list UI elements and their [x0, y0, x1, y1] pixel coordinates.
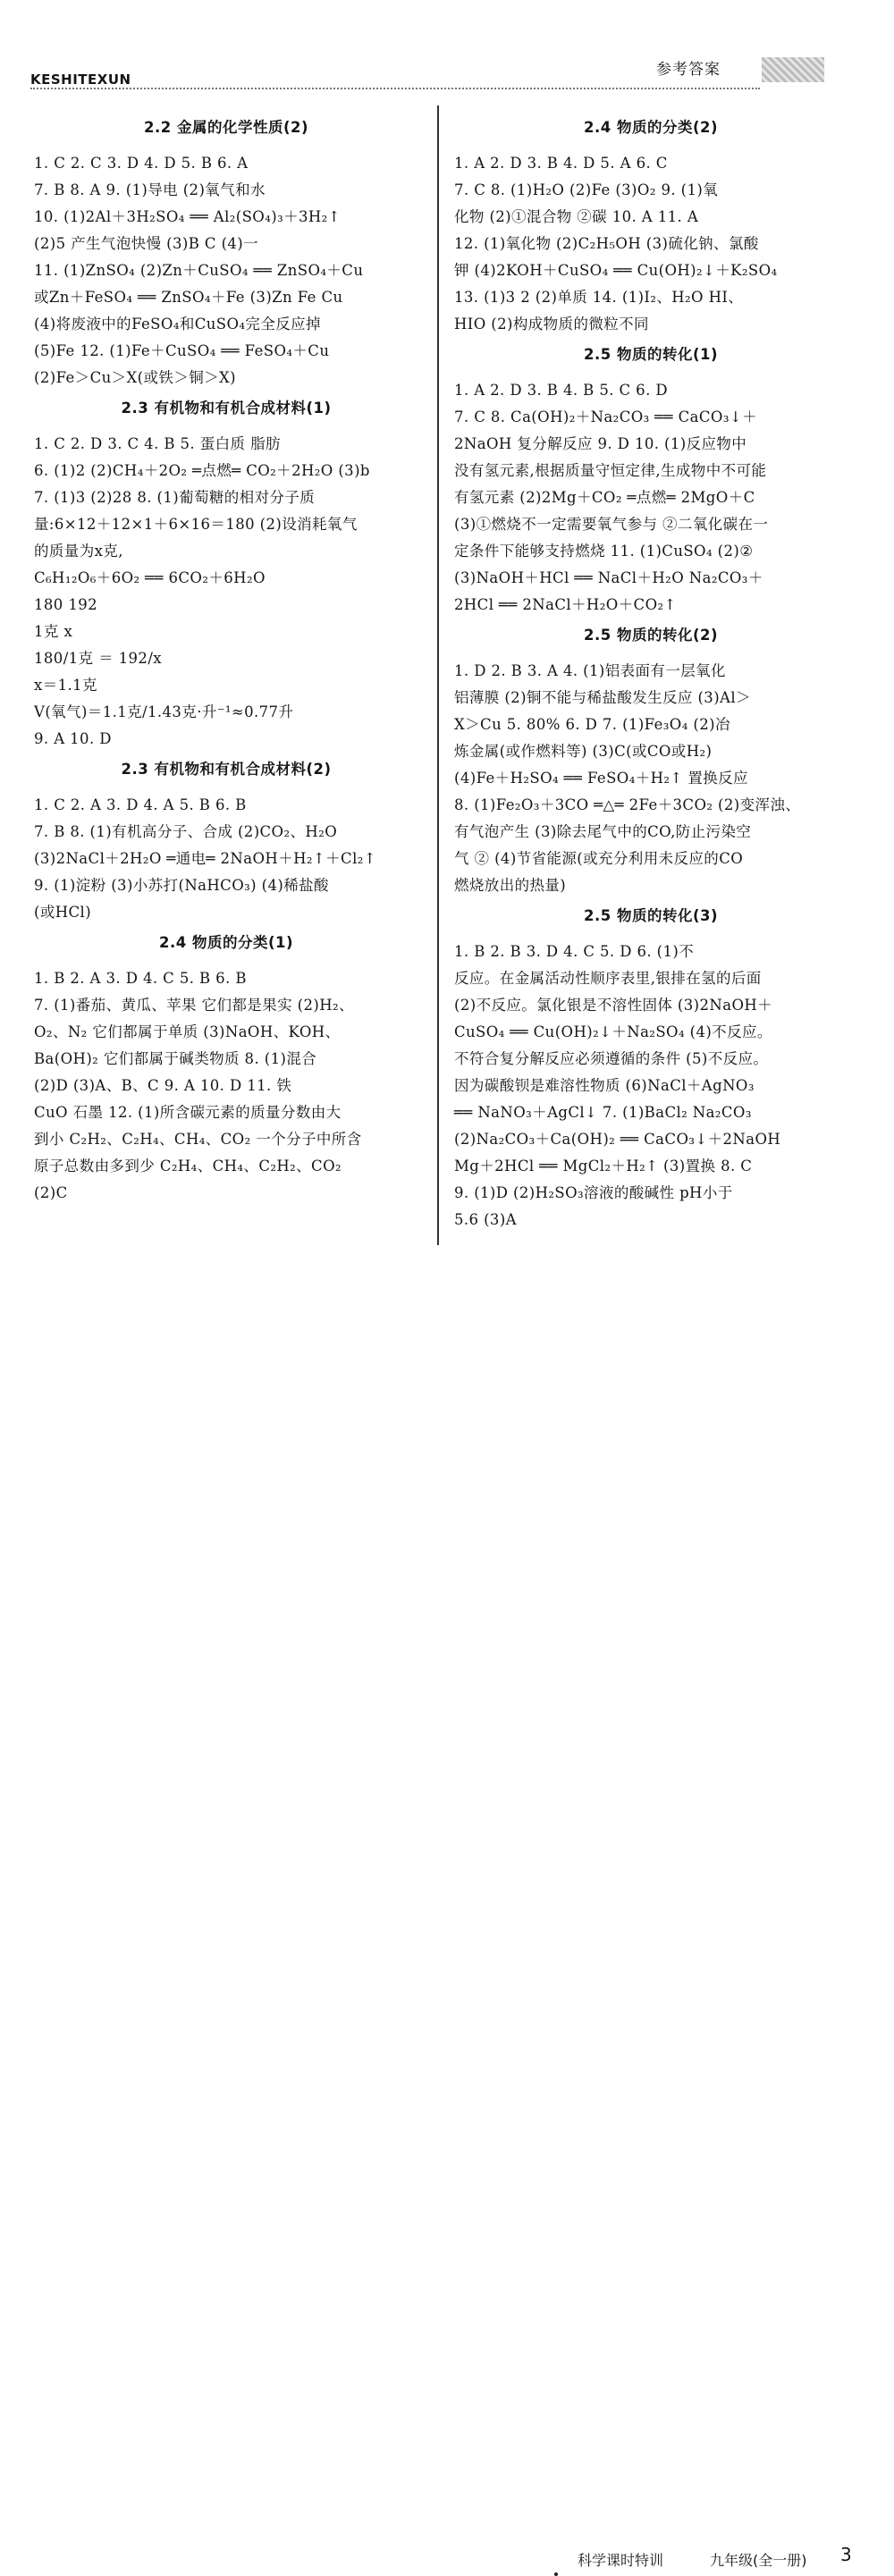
- answer-line: (2)D (3)A、B、C 9. A 10. D 11. 铁: [34, 1077, 292, 1094]
- answer-line: (3)①燃烧不一定需要氧气参与 ②二氧化碳在一: [454, 516, 769, 533]
- answer-line: x＝1.1克: [34, 677, 97, 694]
- answer-line: V(氧气)＝1.1克/1.43克·升⁻¹≈0.77升: [34, 703, 294, 720]
- book-title: 科学课时特训: [578, 2552, 664, 2569]
- answer-line: 1. A 2. D 3. B 4. B 5. C 6. D: [454, 382, 668, 399]
- answer-line: (3)NaOH＋HCl ══ NaCl＋H₂O Na₂CO₃＋: [454, 569, 763, 586]
- answer-line: 1克 x: [34, 623, 73, 640]
- section-title: 2.3 有机物和有机合成材料(1): [121, 400, 332, 417]
- answer-line: 11. (1)ZnSO₄ (2)Zn＋CuSO₄ ══ ZnSO₄＋Cu: [34, 262, 364, 279]
- page-footer: [0, 1269, 894, 2569]
- corner-pattern-mark: [762, 57, 824, 82]
- answer-line: HIO (2)构成物质的微粒不同: [454, 316, 649, 333]
- section-title: 2.5 物质的转化(2): [583, 627, 719, 644]
- answer-section: [34, 760, 418, 926]
- section-title: 2.4 物质的分类(2): [583, 119, 719, 136]
- answer-line: (4)Fe＋H₂SO₄ ══ FeSO₄＋H₂↑ 置换反应: [454, 770, 748, 787]
- answer-line: X＞Cu 5. 80% 6. D 7. (1)Fe₃O₄ (2)冶: [454, 716, 730, 733]
- answer-line: 因为碳酸钡是难溶性物质 (6)NaCl＋AgNO₃: [454, 1077, 755, 1094]
- answer-line: 1. C 2. D 3. C 4. B 5. 蛋白质 脂肪: [34, 435, 281, 452]
- section-title: 2.2 金属的化学性质(2): [143, 119, 309, 136]
- answer-line: 气 ② (4)节省能源(或充分利用未反应的CO: [454, 850, 744, 867]
- answer-line: (2)C: [34, 1184, 68, 1201]
- answer-line: 2HCl ══ 2NaCl＋H₂O＋CO₂↑: [454, 596, 677, 613]
- header-dotted-rule: [30, 88, 760, 89]
- footer-dot: [554, 2572, 558, 2576]
- answer-line: (2)Fe＞Cu＞X(或铁＞铜＞X): [34, 369, 237, 386]
- answer-line: 6. (1)2 (2)CH₄＋2O₂ ═点燃═ CO₂＋2H₂O (3)b: [34, 462, 370, 479]
- answer-line: 的质量为x克,: [34, 543, 123, 560]
- answer-line: 1. A 2. D 3. B 4. D 5. A 6. C: [454, 155, 668, 172]
- answer-section: [454, 118, 848, 338]
- answer-line: 9. (1)D (2)H₂SO₃溶液的酸碱性 pH小于: [454, 1184, 733, 1201]
- answer-line: 燃烧放出的热量): [454, 877, 567, 894]
- answer-line: 5.6 (3)A: [454, 1211, 517, 1228]
- answer-line: (4)将废液中的FeSO₄和CuSO₄完全反应掉: [34, 316, 321, 333]
- answer-line: 有氢元素 (2)2Mg＋CO₂ ═点燃═ 2MgO＋C: [454, 489, 755, 506]
- answer-line: Ba(OH)₂ 它们都属于碱类物质 8. (1)混合: [34, 1050, 317, 1067]
- answer-line: 1. B 2. B 3. D 4. C 5. D 6. (1)不: [454, 943, 695, 960]
- section-title: 2.4 物质的分类(1): [158, 934, 294, 951]
- answer-line: 化物 (2)①混合物 ②碳 10. A 11. A: [454, 208, 699, 225]
- answer-section: [454, 345, 848, 619]
- answer-section: [34, 118, 418, 391]
- answer-line: 10. (1)2Al＋3H₂SO₄ ══ Al₂(SO₄)₃＋3H₂↑: [34, 208, 341, 225]
- answer-line: 没有氢元素,根据质量守恒定律,生成物中不可能: [454, 462, 767, 479]
- answer-section: [454, 626, 848, 899]
- answer-section: [34, 399, 418, 753]
- brand-text: KESHITEXUN: [30, 72, 131, 88]
- answer-line: 不符合复分解反应必须遵循的条件 (5)不反应。: [454, 1050, 769, 1067]
- answer-line: 8. (1)Fe₂O₃＋3CO ═△═ 2Fe＋3CO₂ (2)变浑浊、: [454, 796, 801, 813]
- answer-line: (3)2NaCl＋2H₂O ═通电═ 2NaOH＋H₂↑＋Cl₂↑: [34, 850, 376, 867]
- answer-line: C₆H₁₂O₆＋6O₂ ══ 6CO₂＋6H₂O: [34, 569, 266, 586]
- section-title: 2.3 有机物和有机合成材料(2): [121, 761, 332, 778]
- answer-line: 9. (1)淀粉 (3)小苏打(NaHCO₃) (4)稀盐酸: [34, 877, 329, 894]
- answer-line: 1. C 2. C 3. D 4. D 5. B 6. A: [34, 155, 249, 172]
- answer-line: 到小 C₂H₂、C₂H₄、CH₄、CO₂ 一个分子中所含: [34, 1131, 362, 1148]
- section-title: 2.5 物质的转化(3): [583, 907, 719, 924]
- answer-line: (5)Fe 12. (1)Fe＋CuSO₄ ══ FeSO₄＋Cu: [34, 342, 330, 359]
- grade-label: 九年级(全一册): [710, 2552, 807, 2569]
- answer-line: 13. (1)3 2 (2)单质 14. (1)I₂、H₂O HI、: [454, 289, 744, 306]
- answer-line: 铝薄膜 (2)铜不能与稀盐酸发生反应 (3)Al＞: [454, 689, 751, 706]
- answer-section: [34, 933, 418, 1207]
- answer-line: 1. D 2. B 3. A 4. (1)铝表面有一层氧化: [454, 662, 726, 679]
- answer-line: 7. B 8. A 9. (1)导电 (2)氧气和水: [34, 181, 266, 198]
- answer-line: 1. C 2. A 3. D 4. A 5. B 6. B: [34, 796, 247, 813]
- answer-line: ══ NaNO₃＋AgCl↓ 7. (1)BaCl₂ Na₂CO₃: [454, 1104, 752, 1121]
- left-column: [34, 111, 418, 1208]
- answer-line: (2)5 产生气泡快慢 (3)B C (4)一: [34, 235, 259, 252]
- section-title: 2.5 物质的转化(1): [583, 346, 719, 363]
- answer-line: (2)Na₂CO₃＋Ca(OH)₂ ══ CaCO₃↓＋2NaOH: [454, 1131, 781, 1148]
- answer-line: 7. C 8. Ca(OH)₂＋Na₂CO₃ ══ CaCO₃↓＋: [454, 408, 757, 425]
- answer-line: 有气泡产生 (3)除去尾气中的CO,防止污染空: [454, 823, 752, 840]
- answer-line: Mg＋2HCl ══ MgCl₂＋H₂↑ (3)置换 8. C: [454, 1158, 753, 1174]
- answer-line: 或Zn＋FeSO₄ ══ ZnSO₄＋Fe (3)Zn Fe Cu: [34, 289, 343, 306]
- running-title: 参考答案: [656, 61, 721, 79]
- page-header: [0, 0, 894, 107]
- answer-line: 原子总数由多到少 C₂H₄、CH₄、C₂H₂、CO₂: [34, 1158, 342, 1174]
- answer-line: 1. B 2. A 3. D 4. C 5. B 6. B: [34, 970, 247, 987]
- answer-line: 180/1克 ＝ 192/x: [34, 650, 162, 667]
- answer-line: (或HCl): [34, 904, 92, 921]
- answer-line: 炼金属(或作燃料等) (3)C(或CO或H₂): [454, 743, 713, 760]
- answer-line: CuSO₄ ══ Cu(OH)₂↓＋Na₂SO₄ (4)不反应。: [454, 1023, 772, 1040]
- answer-section: [454, 906, 848, 1233]
- answer-line: 定条件下能够支持燃烧 11. (1)CuSO₄ (2)②: [454, 543, 754, 560]
- answer-line: 量:6×12＋12×1＋6×16＝180 (2)设消耗氧气: [34, 516, 358, 533]
- column-divider: [437, 105, 439, 1245]
- answer-line: 12. (1)氧化物 (2)C₂H₅OH (3)硫化钠、氯酸: [454, 235, 759, 252]
- answer-line: (2)不反应。氯化银是不溶性固体 (3)2NaOH＋: [454, 997, 773, 1014]
- answer-line: 9. A 10. D: [34, 730, 112, 747]
- answer-line: CuO 石墨 12. (1)所含碳元素的质量分数由大: [34, 1104, 342, 1121]
- answer-line: 反应。在金属活动性顺序表里,银排在氢的后面: [454, 970, 762, 987]
- answer-line: 180 192: [34, 596, 98, 613]
- answer-line: 7. C 8. (1)H₂O (2)Fe (3)O₂ 9. (1)氧: [454, 181, 719, 198]
- answer-line: O₂、N₂ 它们都属于单质 (3)NaOH、KOH、: [34, 1023, 341, 1040]
- answer-line: 7. (1)番茄、黄瓜、苹果 它们都是果实 (2)H₂、: [34, 997, 354, 1014]
- answer-line: 7. (1)3 (2)28 8. (1)葡萄糖的相对分子质: [34, 489, 316, 506]
- answer-line: 钾 (4)2KOH＋CuSO₄ ══ Cu(OH)₂↓＋K₂SO₄: [454, 262, 778, 279]
- answer-line: 2NaOH 复分解反应 9. D 10. (1)反应物中: [454, 435, 747, 452]
- answer-line: 7. B 8. (1)有机高分子、合成 (2)CO₂、H₂O: [34, 823, 338, 840]
- right-column: [454, 111, 848, 1235]
- page-number: 3: [840, 2544, 852, 2565]
